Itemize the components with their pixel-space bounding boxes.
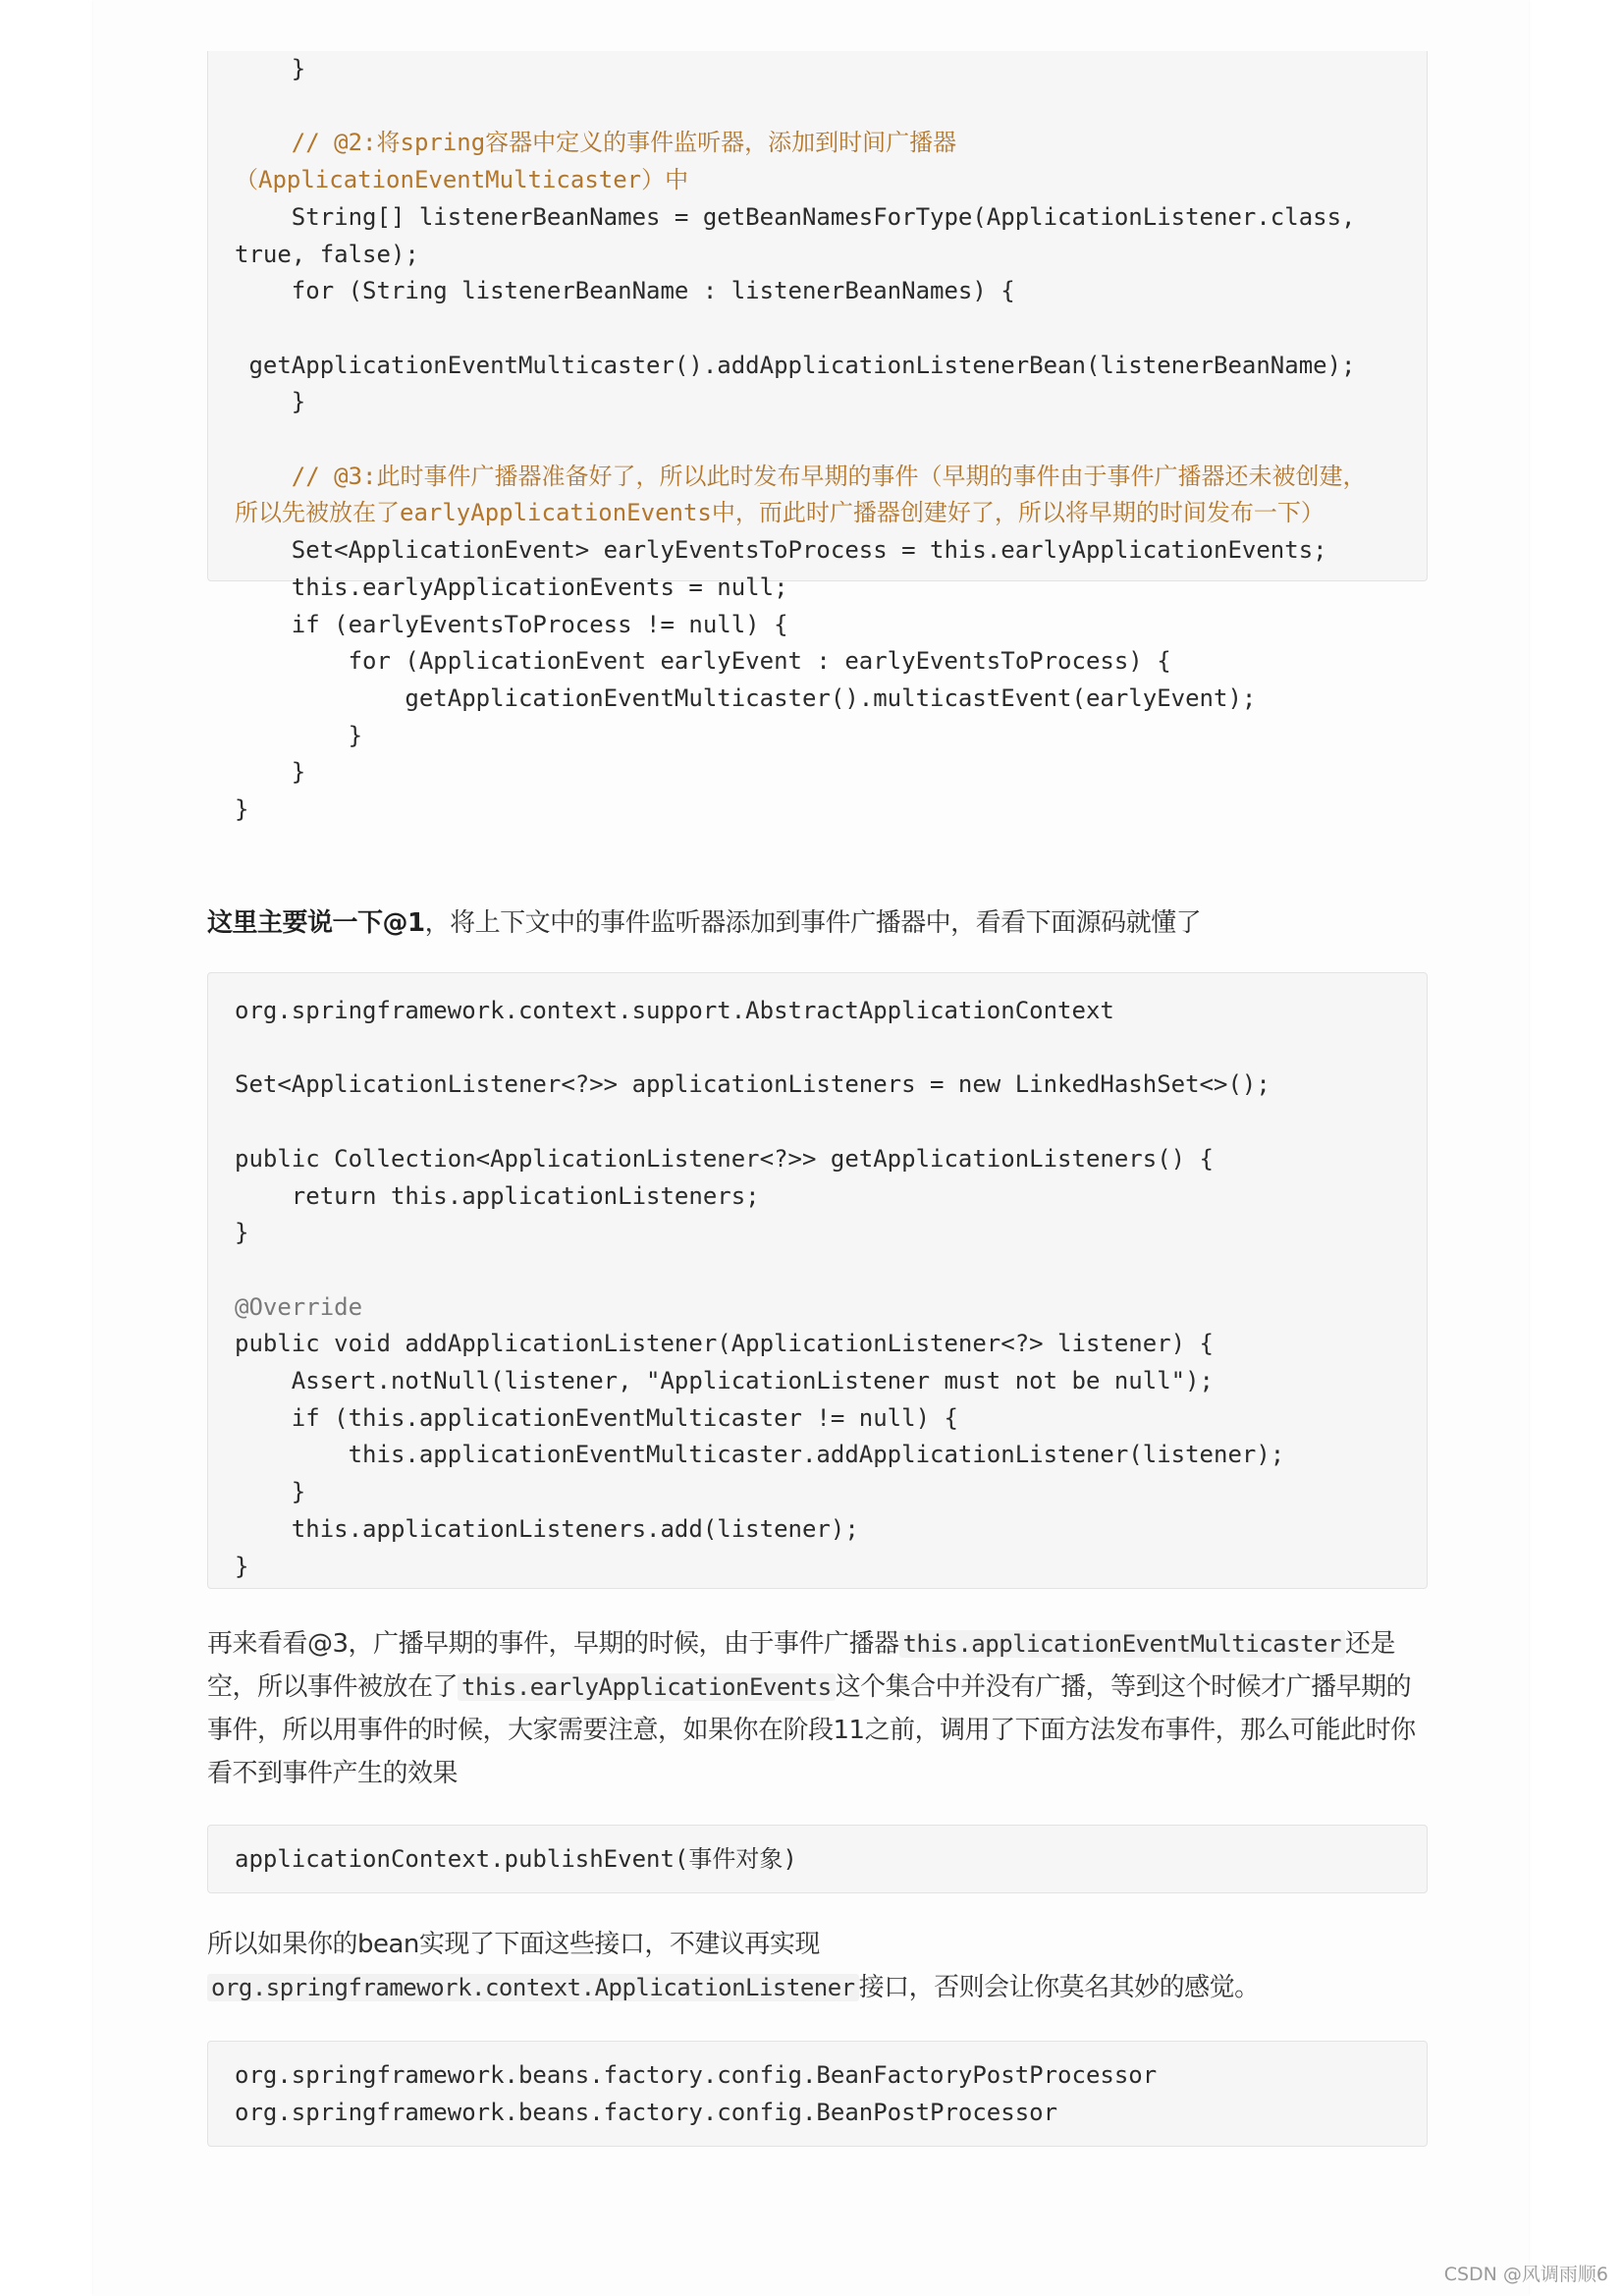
code-line: org.springframework.beans.factory.config.BeanFactoryPostProcessor [235,2061,1158,2089]
code-block-4 [207,2041,1428,2147]
code-line: return this.applicationListeners; [235,1181,760,1210]
code-line: if (earlyEventsToProcess != null) { [235,610,788,638]
code-block-4-text [208,2042,1427,2131]
code-comment: （ApplicationEventMulticaster）中 [235,166,689,194]
code-line: getApplicationEventMulticaster().multicastEvent(earlyEvent); [235,683,1257,712]
code-line: getApplicationEventMulticaster().addApplicationListenerBean(listenerBeanName); [235,351,1356,379]
code-line: } [235,721,363,749]
code-line: Set<ApplicationListener<?>> applicationListeners = new LinkedHashSet<>(); [235,1070,1271,1099]
code-line: } [235,55,306,82]
code-line: } [235,1478,306,1506]
paragraph-2-text-1: 再来看看@3，广播早期的事件，早期的时候，由于事件广播器 [207,1629,899,1659]
paragraph-2 [207,1622,1428,1795]
paragraph-2-text-3: 这个集合中并没有广播，等到这个时候才广播早期的事件，所以用事件的时候，大家需要注意，如果你在阶段11之前，调用了下面方法发布事件，那么可能此时你看不到事件产生的效果 [207,1672,1416,1788]
code-line: Assert.notNull(listener, "ApplicationListener must not be null"); [235,1367,1214,1395]
code-line: } [235,1552,249,1580]
paragraph-1 [207,902,1428,945]
code-line: if (this.applicationEventMulticaster != null) { [235,1403,958,1432]
code-block-3 [207,1825,1428,1893]
code-line: org.springframework.beans.factory.config.BeanPostProcessor [235,2098,1058,2126]
code-line: this.applicationEventMulticaster.addApplicationListener(listener); [235,1441,1285,1469]
code-block-1-text [208,51,1427,829]
inline-code-early-events: this.earlyApplicationEvents [458,1673,836,1701]
code-line: applicationContext.publishEvent(事件对象) [235,1845,797,1873]
code-line: } [235,795,249,824]
csdn-watermark: CSDN @风调雨顺6 [1443,2264,1608,2285]
code-comment: 所以先被放在了earlyApplicationEvents中，而此时广播器创建好了，所以将早期的时间发布一下） [235,499,1325,527]
paragraph-3-text-1: 所以如果你的bean实现了下面这些接口，不建议再实现 [207,1930,820,1959]
code-line: true, false); [235,240,419,268]
code-line: public void addApplicationListener(ApplicationListener<?> listener) { [235,1330,1214,1358]
paragraph-1-bold: 这里主要说一下@1 [207,908,425,938]
code-line: for (String listenerBeanName : listenerBeanNames) { [235,277,1015,305]
code-comment: // @3:此时事件广播器准备好了，所以此时发布早期的事件（早期的事件由于事件广播器还未被创建， [235,462,1367,490]
code-block-3-text [208,1826,1427,1879]
paragraph-3 [207,1923,1428,2009]
paragraph-1-text: ，将上下文中的事件监听器添加到事件广播器中，看看下面源码就懂了 [424,908,1202,938]
paragraph-3-text-2: 接口，否则会让你莫名其妙的感觉。 [858,1973,1260,2002]
inline-code-multicaster: this.applicationEventMulticaster [899,1630,1345,1658]
code-line: } [235,1219,249,1247]
code-annotation: @Override [235,1292,363,1321]
code-block-2 [207,972,1428,1589]
code-line: String[] listenerBeanNames = getBeanNamesForType(ApplicationListener.class, [235,202,1356,231]
paragraph-2-text-2: 还是空，所以事件被放在了 [207,1629,1395,1702]
code-comment: // @2:将spring容器中定义的事件监听器，添加到时间广播器 [235,129,957,157]
code-line: public Collection<ApplicationListener<?>> getApplicationListeners() { [235,1144,1214,1173]
code-line: } [235,388,306,416]
code-line: this.earlyApplicationEvents = null; [235,573,788,601]
code-block-2-text [208,973,1427,1585]
code-line: Set<ApplicationEvent> earlyEventsToProcess = this.earlyApplicationEvents; [235,536,1327,565]
code-block-1 [207,51,1428,824]
code-line: for (ApplicationEvent earlyEvent : earlyEventsToProcess) { [235,647,1171,676]
inline-code-application-listener: org.springframework.context.ApplicationListener [207,1974,859,2001]
code-line: } [235,758,306,787]
code-line: this.applicationListeners.add(listener); [235,1514,859,1543]
code-line: org.springframework.context.support.AbstractApplicationContext [235,997,1114,1024]
